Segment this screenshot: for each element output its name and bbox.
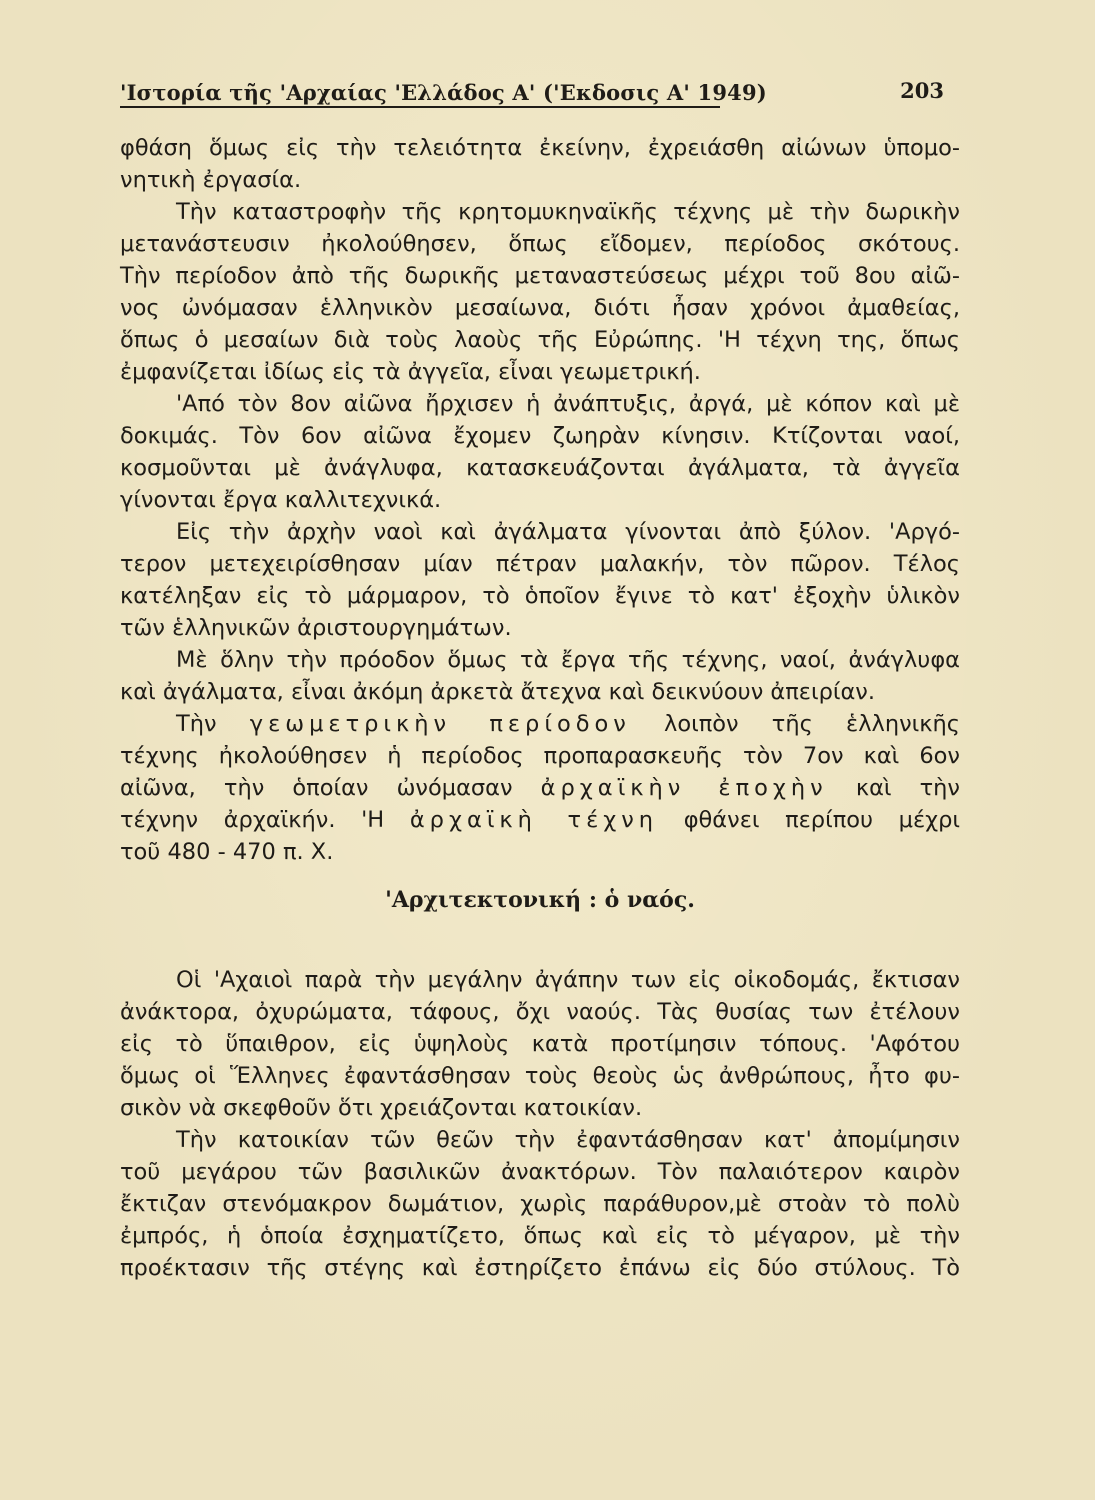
text-line — [120, 772, 960, 804]
running-header — [120, 74, 944, 108]
text-segment: αἰῶνα, τὴν ὁποίαν ὠνόμασαν — [120, 775, 541, 801]
text-line: Μὲ ὅλην τὴν πρόοδον ὅμως τὰ ἔργα τῆς τέχνης, ναοί, ἀνάγλυφα — [176, 647, 960, 673]
text-line: τέχνης ἠκολούθησεν ἡ περίοδος προπαρασκευῆς τὸν 7ον καὶ 6ον — [120, 743, 960, 769]
text-line: τερον μετεχειρίσθησαν μίαν πέτραν μαλακήν, τὸν πῶρον. Τέλος — [120, 551, 960, 577]
text-line: Οἱ 'Αχαιοὶ παρὰ τὴν μεγάλην ἀγάπην των εἰς οἰκοδομάς, ἔκτισαν — [176, 967, 960, 993]
text-segment: καὶ τὴν — [827, 775, 960, 801]
text-line: νος ὠνόμασαν ἑλληνικὸν μεσαίωνα, διότι ἦσαν χρόνοι ἀμαθείας, — [120, 295, 960, 321]
section-heading: 'Αρχιτεκτονική : ὁ ναός. — [385, 887, 695, 913]
text-line: προέκτασιν τῆς στέγης καὶ ἐστηρίζετο ἐπάνω εἰς δύο στύλους. Τὸ — [120, 1255, 960, 1281]
text-line: μετανάστευσιν ἠκολούθησεν, ὅπως εἴδομεν, περίοδος σκότους. — [120, 231, 960, 257]
text-segment: λοιπὸν τῆς ἑλληνικῆς — [630, 711, 960, 737]
text-line: τοῦ 480 - 470 π. Χ. — [120, 839, 334, 865]
text-line: ἀνάκτορα, ὀχυρώματα, τάφους, ὄχι ναούς. Τὰς θυσίας των ἐτέλουν — [120, 999, 960, 1025]
text-line: φθάση ὅμως εἰς τὴν τελειότητα ἐκείνην, ἐχρειάσθη αἰώνων ὑπομο- — [120, 135, 960, 161]
text-line: γίνονται ἔργα καλλιτεχνικά. — [120, 487, 442, 513]
text-line: σικὸν νὰ σκεφθοῦν ὅτι χρειάζονται κατοικίαν. — [120, 1095, 643, 1121]
text-line — [120, 708, 960, 740]
text-line: δοκιμάς. Τὸν 6ον αἰῶνα ἔχομεν ζωηρὰν κίνησιν. Κτίζονται ναοί, — [120, 423, 960, 449]
text-segment: Τὴν — [176, 711, 250, 737]
text-line: 'Από τὸν 8ον αἰῶνα ἤρχισεν ἡ ἀνάπτυξις, ἀργά, μὲ κόπον καὶ μὲ — [176, 391, 960, 417]
text-line: κατέληξαν εἰς τὸ μάρμαρον, τὸ ὁποῖον ἔγινε τὸ κατ' ἐξοχὴν ὑλικὸν — [120, 583, 960, 609]
text-line: ὅμως οἱ Ἕλληνες ἐφαντάσθησαν τοὺς θεοὺς ὡς ἀνθρώπους, ἦτο φυ- — [120, 1063, 960, 1089]
body-text — [120, 132, 960, 1284]
text-line: ἔκτιζαν στενόμακρον δωμάτιον, χωρὶς παράθυρον,μὲ στοὰν τὸ πολὺ — [120, 1191, 960, 1217]
page-number: 203 — [900, 78, 944, 103]
text-line: Τὴν καταστροφὴν τῆς κρητομυκηναϊκῆς τέχνης μὲ τὴν δωρικὴν — [176, 199, 960, 225]
text-line: Τὴν περίοδον ἀπὸ τῆς δωρικῆς μεταναστεύσεως μέχρι τοῦ 8ου αἰῶ- — [120, 263, 960, 289]
text-segment: φθάνει περίπου μέχρι — [658, 807, 961, 833]
emphasized-term: ἀρχαϊκὴν ἐποχὴν — [540, 775, 828, 801]
emphasized-term: γεωμετρικὴν περίοδον — [249, 711, 631, 737]
text-line: εἰς τὸ ὕπαιθρον, εἰς ὑψηλοὺς κατὰ προτίμησιν τόπους. 'Αφότου — [120, 1031, 960, 1057]
text-line: τοῦ μεγάρου τῶν βασιλικῶν ἀνακτόρων. Τὸν παλαιότερον καιρὸν — [120, 1159, 960, 1185]
text-line: Εἰς τὴν ἀρχὴν ναοὶ καὶ ἀγάλματα γίνονται ἀπὸ ξύλον. 'Αργό- — [176, 519, 960, 545]
emphasized-term: ἀρχαϊκὴ τέχνη — [409, 807, 659, 833]
text-line: καὶ ἀγάλματα, εἶναι ἀκόμη ἀρκετὰ ἄτεχνα καὶ δεικνύουν ἀπειρίαν. — [120, 679, 876, 705]
text-line: ἐμφανίζεται ἰδίως εἰς τὰ ἀγγεῖα, εἶναι γεωμετρική. — [120, 359, 701, 385]
text-line: Τὴν κατοικίαν τῶν θεῶν τὴν ἐφαντάσθησαν κατ' ἀπομίμησιν — [176, 1127, 960, 1153]
text-line: ὅπως ὁ μεσαίων διὰ τοὺς λαοὺς τῆς Εὐρώπης. 'Η τέχνη της, ὅπως — [120, 327, 960, 353]
header-title: 'Ιστορία τῆς 'Αρχαίας 'Ελλάδος Α' ('Εκδοσις Α' 1949) — [120, 80, 767, 105]
text-line — [120, 804, 960, 836]
text-line: κοσμοῦνται μὲ ἀνάγλυφα, κατασκευάζονται ἀγάλματα, τὰ ἀγγεῖα — [120, 455, 960, 481]
text-line: ἐμπρός, ἡ ὁποία ἐσχηματίζετο, ὅπως καὶ εἰς τὸ μέγαρον, μὲ τὴν — [120, 1223, 960, 1249]
text-line: νητικὴ ἐργασία. — [120, 167, 302, 193]
text-segment: τέχνην ἀρχαϊκήν. 'Η — [120, 807, 410, 833]
header-rule — [120, 106, 720, 108]
text-line: τῶν ἑλληνικῶν ἀριστουργημάτων. — [120, 615, 512, 641]
